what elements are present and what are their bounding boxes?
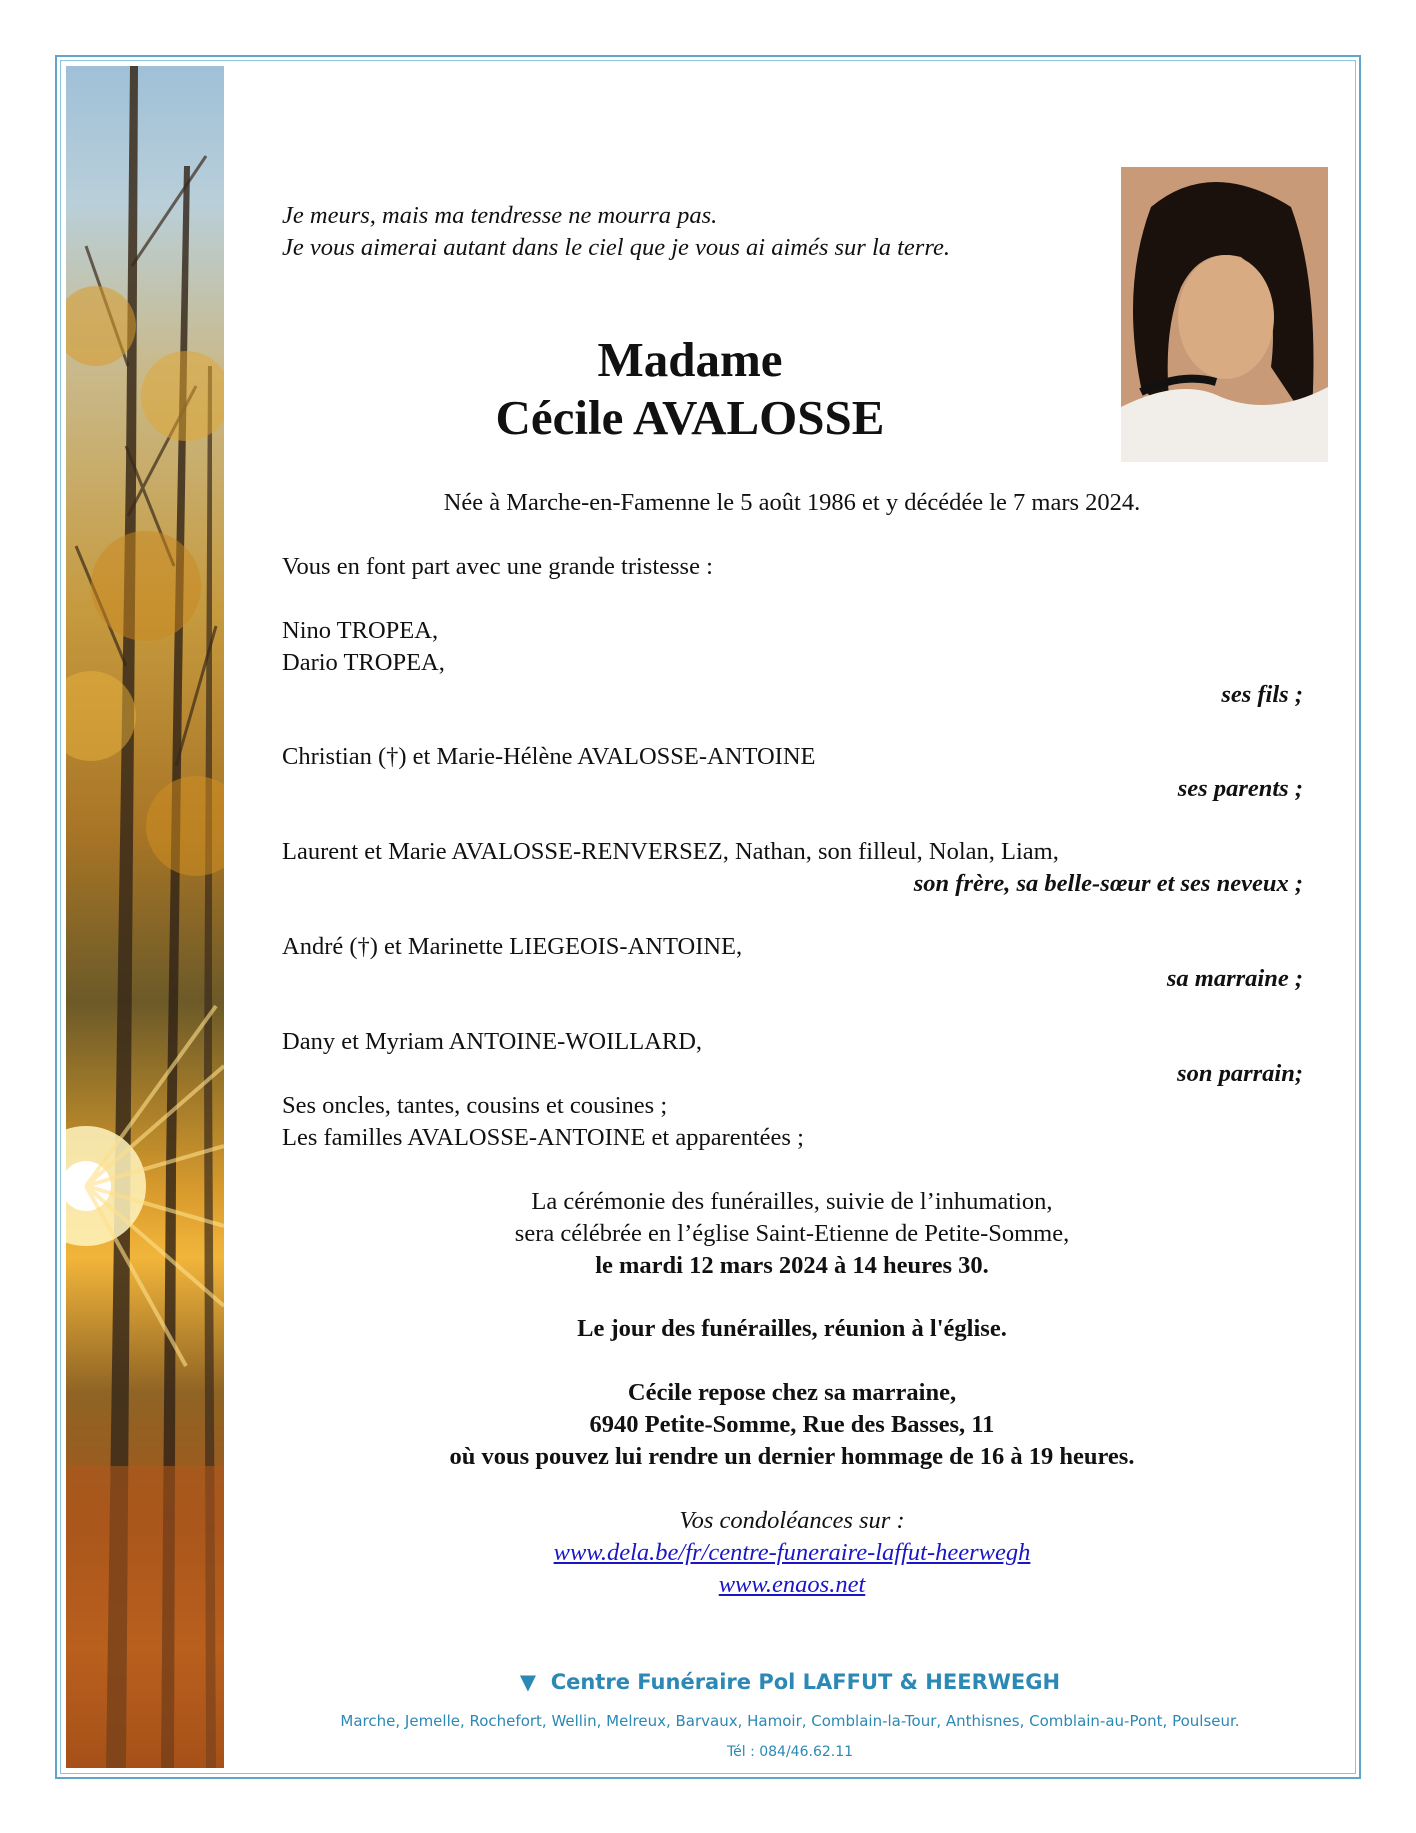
portrait-illustration xyxy=(1121,167,1328,462)
family-parents: Christian (†) et Marie-Hélène AVALOSSE-ANTOINE xyxy=(282,743,816,770)
family-others-1: Ses oncles, tantes, cousins et cousines ; xyxy=(282,1092,668,1119)
quote-line-2: Je vous aimerai autant dans le ciel que je vous ai aimés sur la terre. xyxy=(282,234,950,261)
funeral-home-phone: Tél : 084/46.62.11 xyxy=(726,1744,854,1760)
rest-line-2: 6940 Petite-Somme, Rue des Basses, 11 xyxy=(589,1411,995,1438)
family-parents-role: ses parents ; xyxy=(1177,775,1303,802)
quote-line-1: Je meurs, mais ma tendresse ne mourra pas. xyxy=(282,202,718,229)
deceased-title: Madame xyxy=(597,332,783,387)
condolences-label: Vos condoléances sur : xyxy=(679,1507,905,1534)
family-son-2: Dario TROPEA, xyxy=(282,649,445,676)
condolences-link-2-wrap xyxy=(282,1569,1302,1601)
funeral-home-title: Centre Funéraire Pol LAFFUT & HEERWEGH xyxy=(550,1670,1061,1694)
ceremony-meeting: Le jour des funérailles, réunion à l'église. xyxy=(577,1315,1007,1342)
rest-line-3: où vous pouvez lui rendre un dernier hommage de 16 à 19 heures. xyxy=(449,1443,1135,1470)
family-godmother-role: sa marraine ; xyxy=(1166,965,1303,992)
family-godmother: André (†) et Marinette LIEGEOIS-ANTOINE, xyxy=(282,933,743,960)
rest-line-1: Cécile repose chez sa marraine, xyxy=(627,1379,957,1406)
family-brother: Laurent et Marie AVALOSSE-RENVERSEZ, Nathan, son filleul, Nolan, Liam, xyxy=(282,838,1059,865)
family-others-2: Les familles AVALOSSE-ANTOINE et apparentées ; xyxy=(282,1124,804,1151)
ceremony-line-2: sera célébrée en l’église Saint-Etienne de Petite-Somme, xyxy=(514,1220,1070,1247)
triangle-down-icon: ▼ xyxy=(519,1670,537,1694)
family-godfather: Dany et Myriam ANTOINE-WOILLARD, xyxy=(282,1028,703,1055)
portrait-photo xyxy=(1121,167,1328,462)
forest-illustration xyxy=(66,66,224,1768)
ceremony-line-1: La cérémonie des funérailles, suivie de l’inhumation, xyxy=(531,1188,1053,1215)
autumn-forest-image xyxy=(66,66,224,1768)
family-son-1: Nino TROPEA, xyxy=(282,617,439,644)
funeral-home-cities: Marche, Jemelle, Rochefort, Wellin, Melreux, Barvaux, Hamoir, Comblain-la-Tour, Anthisnes, Comblain-au-Pont, Poulseur. xyxy=(340,1712,1240,1730)
birth-death-line: Née à Marche-en-Famenne le 5 août 1986 et y décédée le 7 mars 2024. xyxy=(443,489,1141,516)
family-sons-role: ses fils ; xyxy=(1221,681,1303,708)
family-brother-role: son frère, sa belle-sœur et ses neveux ; xyxy=(913,870,1303,897)
funeral-home-name xyxy=(224,1670,1356,1694)
condolences-link-1-wrap xyxy=(282,1537,1302,1569)
announcement-line: Vous en font part avec une grande tristesse : xyxy=(282,553,713,580)
deceased-name: Cécile AVALOSSE xyxy=(495,390,885,445)
family-godfather-role: son parrain; xyxy=(1177,1060,1303,1087)
condolences-link-enaos[interactable]: www.enaos.net xyxy=(718,1571,866,1598)
condolences-link-dela[interactable]: www.dela.be/fr/centre-funeraire-laffut-heerwegh xyxy=(553,1539,1031,1566)
ceremony-date: le mardi 12 mars 2024 à 14 heures 30. xyxy=(595,1252,989,1279)
